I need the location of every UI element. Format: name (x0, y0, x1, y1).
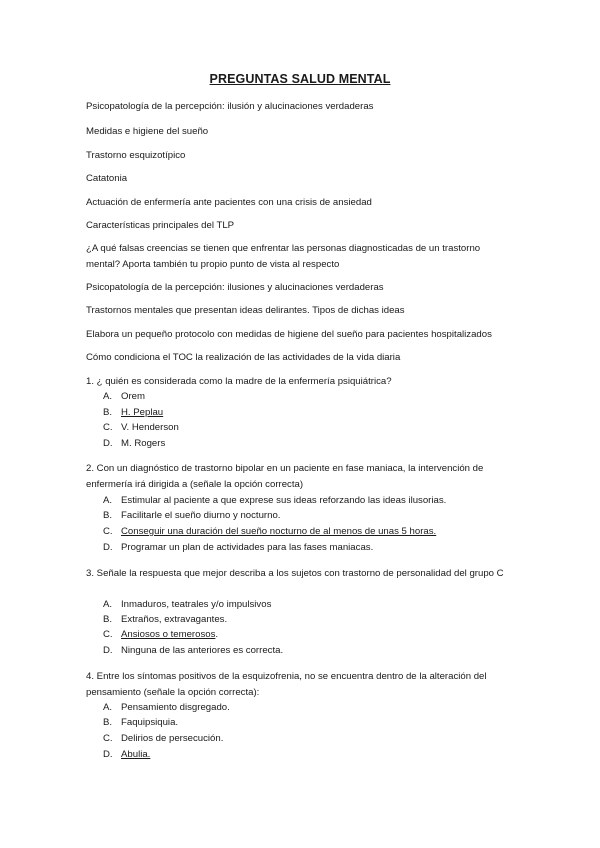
topic-item: Psicopatología de la percepción: ilusiones y alucinaciones verdaderas (86, 282, 384, 293)
topic-item: Trastorno esquizotípico (86, 150, 186, 161)
option-text: Ninguna de las anteriores es correcta. (121, 645, 284, 656)
option-letter: D. (103, 645, 113, 656)
option-text: Pensamiento disgregado. (121, 702, 230, 713)
option-text: Orem (121, 391, 145, 402)
topic-item: Catatonia (86, 173, 128, 184)
option-letter: C. (103, 526, 113, 537)
question-text: 3. Señale la respuesta que mejor describa a los sujetos con trastorno de personalidad del grupo C (86, 568, 504, 579)
option-text: Delirios de persecución. (121, 733, 224, 744)
option-letter: C. (103, 422, 113, 433)
option-text: Extraños, extravagantes. (121, 614, 228, 625)
option-text: Facilitarle el sueño diurno y nocturno. (121, 510, 281, 521)
option-letter: D. (103, 542, 113, 553)
option-text-correct: Abulia. (121, 749, 151, 760)
option-letter: B. (103, 614, 113, 625)
option-text: V. Henderson (121, 422, 179, 433)
option-text-tail: . (215, 629, 219, 640)
topic-item: Actuación de enfermería ante pacientes con una crisis de ansiedad (86, 197, 372, 208)
option-text-correct: H. Peplau (121, 407, 164, 418)
option-text-correct: Ansiosos o temerosos (121, 629, 216, 640)
option-text: Faquipsiquia. (121, 717, 179, 728)
question-text: 2. Con un diagnóstico de trastorno bipolar en un paciente en fase maniaca, la intervención de enfermería irá dirigida a (señale la opción correcta) (86, 463, 484, 490)
topic-item: Cómo condiciona el TOC la realización de las actividades de la vida diaria (86, 352, 401, 363)
option-letter: B. (103, 510, 113, 521)
option-letter: A. (103, 599, 113, 610)
option-text: Estimular al paciente a que exprese sus ideas reforzando las ideas ilusorias. (121, 495, 447, 506)
option-text: Programar un plan de actividades para las fases maniacas. (121, 542, 374, 553)
option-text: Inmaduros, teatrales y/o impulsivos (121, 599, 272, 610)
topic-item: Elabora un pequeño protocolo con medidas de higiene del sueño para pacientes hospitalizados (86, 329, 492, 340)
option-letter: A. (103, 702, 113, 713)
option-letter: C. (103, 629, 113, 640)
option-text: M. Rogers (121, 438, 166, 449)
option-letter: B. (103, 717, 113, 728)
topic-item: ¿A qué falsas creencias se tienen que enfrentar las personas diagnosticadas de un trastorno mental? Aporta también tu propio punto de vista al respecto (86, 243, 481, 270)
document-title: PREGUNTAS SALUD MENTAL (209, 72, 391, 86)
option-letter: D. (103, 749, 113, 760)
topic-item: Medidas e higiene del sueño (86, 126, 209, 137)
topic-item: Trastornos mentales que presentan ideas delirantes. Tipos de dichas ideas (86, 305, 405, 316)
topic-item: Características principales del TLP (86, 220, 235, 231)
question-text: 1. ¿ quién es considerada como la madre de la enfermería psiquiátrica? (86, 376, 392, 387)
option-letter: A. (103, 391, 113, 402)
option-letter: A. (103, 495, 113, 506)
option-letter: B. (103, 407, 113, 418)
topic-item: Psicopatología de la percepción: ilusión y alucinaciones verdaderas (86, 101, 374, 112)
option-letter: D. (103, 438, 113, 449)
question-text: 4. Entre los síntomas positivos de la esquizofrenia, no se encuentra dentro de la alteración del pensamiento (señale la opción correcta): (86, 671, 487, 698)
option-text-correct: Conseguir una duración del sueño nocturno de al menos de unas 5 horas. (121, 526, 437, 537)
option-letter: C. (103, 733, 113, 744)
